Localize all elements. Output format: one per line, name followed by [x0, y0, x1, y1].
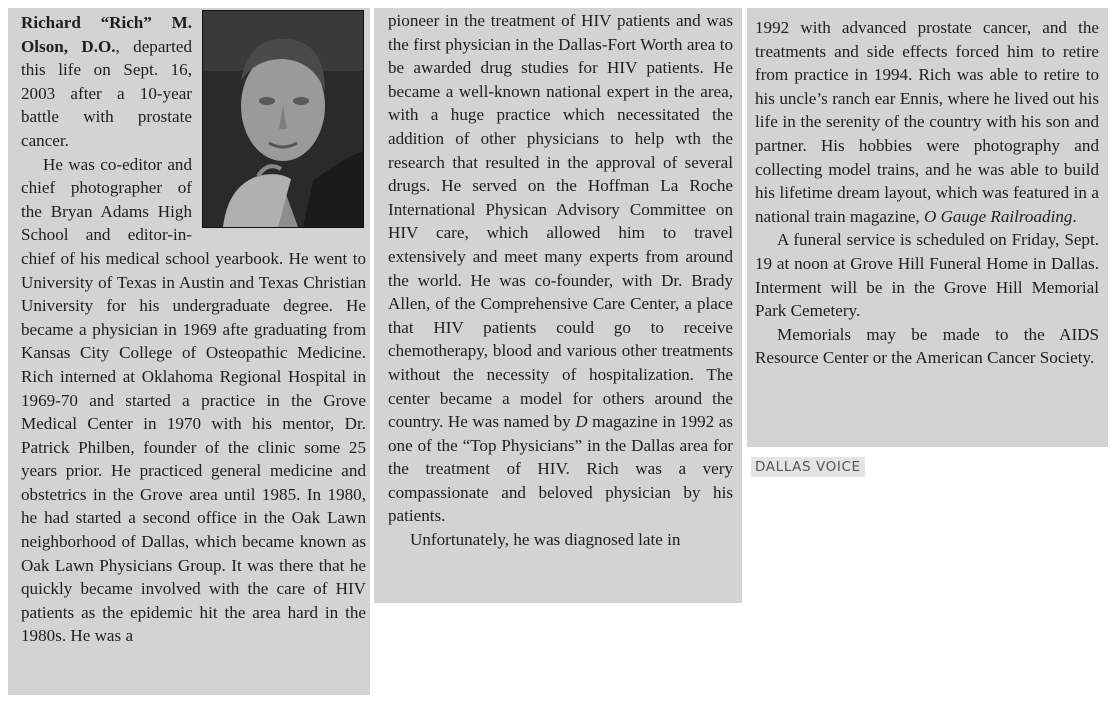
hiv-work-text: pioneer in the treatment of HIV patients and was the first physician in the Dallas-Fort Worth area to be awarded drug studies for HIV patients. He became a well-known national expert in the area, with a huge practice which necessitated the addition of other physicians to help wth the research that resulted in the approval of several drugs. He served on the Hoffman La Roche International Physican Advisory Committee on HIV care, which allowed him to travel extensively and meet many experts from around the world. He was co-founder, with Dr. Brady Allen, of the Comprehensive Care Center, a place that HIV patients could go to receive chemotherapy, blood and various other treatments without the necessity of hospitalization. The center became a model for others around the country. He was named by — [388, 11, 733, 432]
portrait-image — [203, 11, 363, 227]
obituary-column-3 — [747, 8, 1108, 447]
magazine-name: D — [575, 412, 588, 432]
train-magazine-name: O Gauge Railroading — [923, 206, 1073, 226]
memorials-paragraph: Memorials may be made to the AIDS Resource Center or the American Cancer Society. — [755, 324, 1099, 368]
deceased-name: Richard “Rich” M. Olson, D.O. — [21, 13, 192, 56]
portrait-photo — [202, 10, 364, 228]
opening-sentence: , departed this life on Sept. 16, 2003 after a 10-year battle with prostate cancer. — [21, 36, 192, 150]
retirement-text: 1992 with advanced prostate cancer, and the treatments and side effects forced him to retire from practice in 1994. Rich was able to retire to his uncle’s ranch ear Ennis, where he lived out his life in the serenity of the country with his son and partner. His hobbies were photography and collecting model trains, and he was able to build his lifetime dream layout, which was featured in a national train magazine, — [755, 18, 1099, 226]
career-paragraph: He was co-editor and chief photographer of the Bryan Adams High School and editor-in-chief of his medical school yearbook. He went to University of Texas in Austin and Texas Christian University for his undergraduate degree. He became a physician in 1969 afte graduating from Kansas City College of Osteopathic Medicine. Rich interned at Oklahoma Regional Hospital in 1969-70 and started a practice in the Grove Medical Center in 1970 with his mentor, Dr. Patrick Philben, founder of the clinic some 25 years prior. He practiced general medicine and obstetrics in the Grove area until 1985. In 1980, he had started a second office in the Oak Lawn neighborhood of Dallas, which became known as Oak Lawn Physicians Group. It was there that he quickly became involved with the care of HIV patients as the epidemic hit the area hard in the 1980s. He was a — [21, 154, 366, 646]
source-label: DALLAS VOICE — [751, 457, 865, 477]
retirement-text-end: . — [1072, 206, 1077, 226]
funeral-paragraph: A funeral service is scheduled on Friday, Sept. 19 at noon at Grove Hill Funeral Home in Dallas. Interment will be in the Grove Hill Memorial Park Cemetery. — [755, 230, 1099, 321]
obituary-column-1 — [8, 8, 370, 695]
obituary-column-2 — [374, 8, 742, 603]
diagnosis-paragraph: Unfortunately, he was diagnosed late in — [410, 530, 681, 550]
hiv-work-text-end: magazine in 1992 as one of the “Top Physicians” in the Dallas area for the treatment of HIV. Rich was a very compassionate and beloved physician by his patients. — [388, 412, 733, 526]
